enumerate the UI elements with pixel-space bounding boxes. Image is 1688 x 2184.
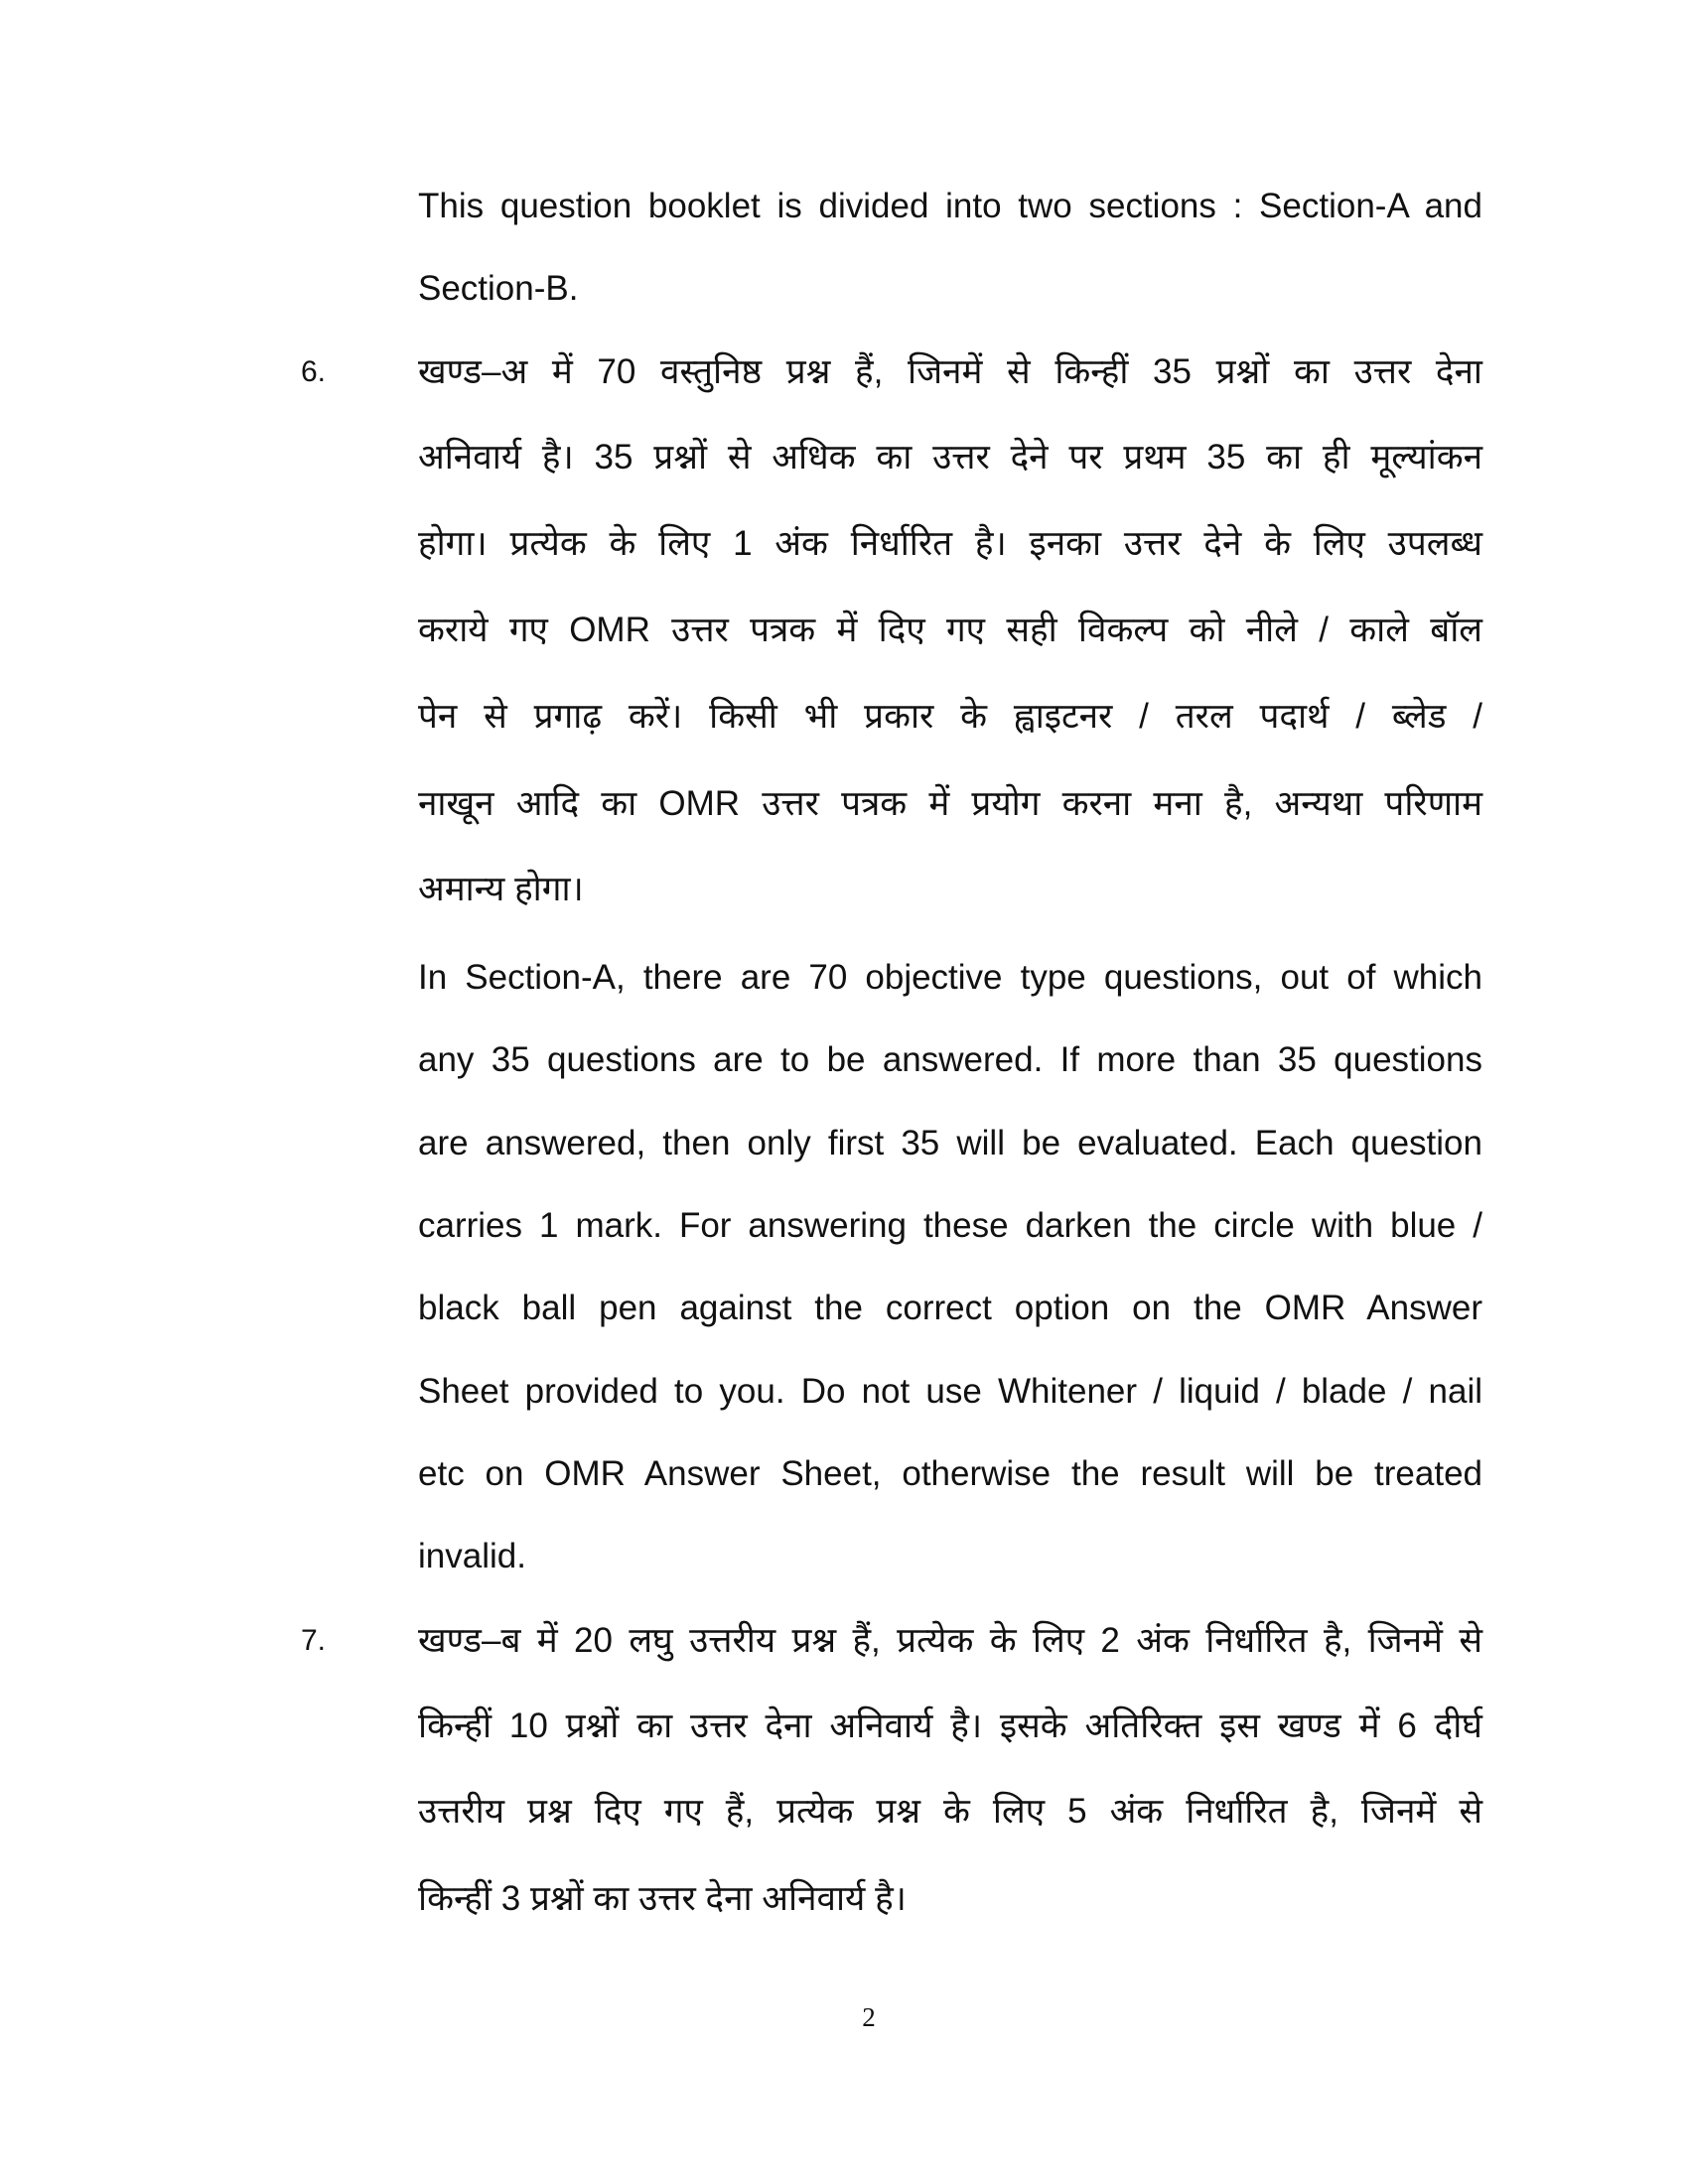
hindi-line: खण्ड–अ में 70 वस्तुनिष्ठ प्रश्न हैं, जिनमें से किन्हीं 35 प्रश्नों का उत्तर देना xyxy=(418,352,1482,391)
english-line: any 35 questions are to be answered. If more than 35 questions xyxy=(418,1040,1482,1079)
english-line: are answered, then only first 35 will be evaluated. Each question xyxy=(418,1124,1482,1162)
english-line: etc on OMR Answer Sheet, otherwise the result will be treated xyxy=(418,1454,1482,1493)
english-line: black ball pen against the correct option on the OMR Answer xyxy=(418,1289,1482,1327)
text-line: Section-B. xyxy=(418,269,579,308)
english-line: invalid. xyxy=(418,1537,526,1575)
text-line: This question booklet is divided into two sections : Section-A and xyxy=(418,187,1482,225)
page-number: 2 xyxy=(862,2002,876,2032)
hindi-line: पेन से प्रगाढ़ करें। किसी भी प्रकार के ह्वाइटनर / तरल पदार्थ / ब्लेड / xyxy=(418,697,1482,736)
item-number: 7. xyxy=(301,1624,327,1657)
hindi-line: होगा। प्रत्येक के लिए 1 अंक निर्धारित है। इनका उत्तर देने के लिए उपलब्ध xyxy=(418,524,1482,563)
english-line: carries 1 mark. For answering these darken the circle with blue / xyxy=(418,1206,1482,1245)
hindi-line: उत्तरीय प्रश्न दिए गए हैं, प्रत्येक प्रश्न के लिए 5 अंक निर्धारित है, जिनमें से xyxy=(418,1792,1482,1831)
english-line: In Section-A, there are 70 objective type questions, out of which xyxy=(418,958,1482,997)
hindi-line: किन्हीं 3 प्रश्नों का उत्तर देना अनिवार्य है। xyxy=(418,1879,907,1918)
hindi-line: किन्हीं 10 प्रश्नों का उत्तर देना अनिवार्य है। इसके अतिरिक्त इस खण्ड में 6 दीर्घ xyxy=(418,1706,1482,1745)
hindi-line: कराये गए OMR उत्तर पत्रक में दिए गए सही विकल्प को नीले / काले बॉल xyxy=(418,611,1482,649)
hindi-line: नाखून आदि का OMR उत्तर पत्रक में प्रयोग करना मना है, अन्यथा परिणाम xyxy=(418,784,1482,823)
item-number: 6. xyxy=(301,355,327,388)
hindi-line: खण्ड–ब में 20 लघु उत्तरीय प्रश्न हैं, प्रत्येक के लिए 2 अंक निर्धारित है, जिनमें से xyxy=(418,1621,1482,1660)
hindi-line: अनिवार्य है। 35 प्रश्नों से अधिक का उत्तर देने पर प्रथम 35 का ही मूल्यांकन xyxy=(418,438,1482,477)
english-line: Sheet provided to you. Do not use Whitener / liquid / blade / nail xyxy=(418,1372,1482,1411)
hindi-line: अमान्य होगा। xyxy=(418,870,584,908)
